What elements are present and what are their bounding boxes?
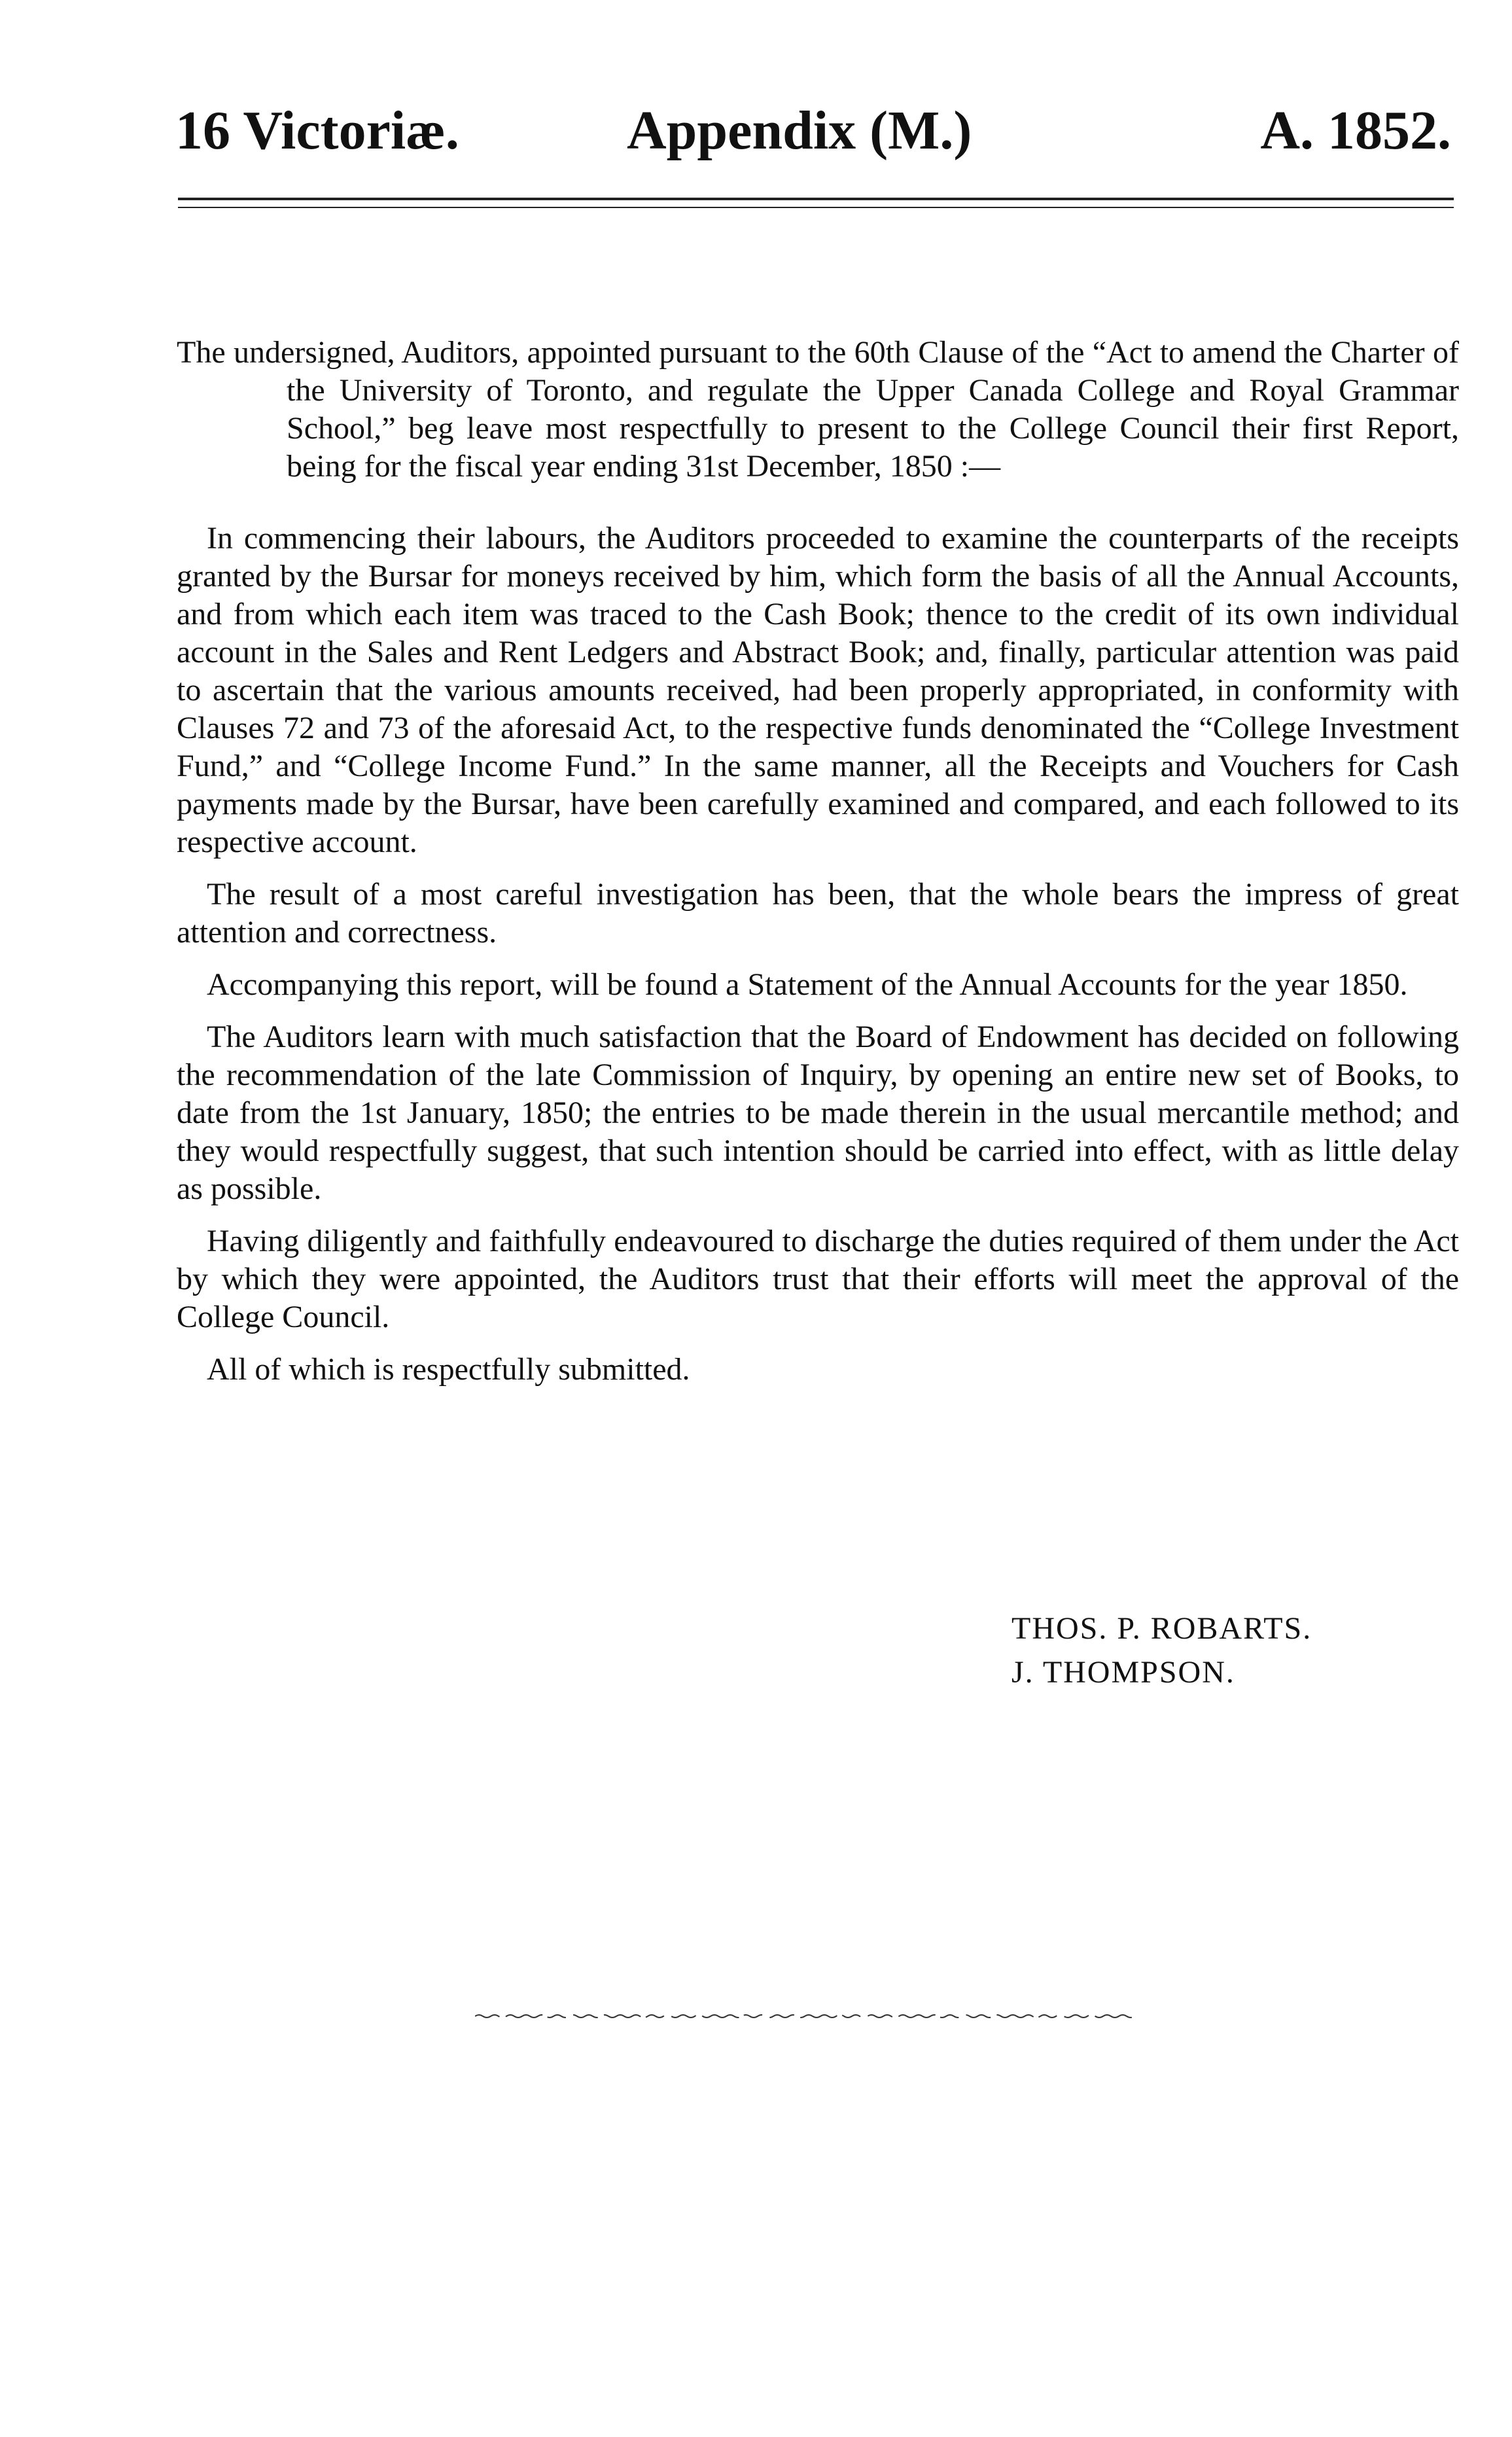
paragraph-diligence: Having diligently and faithfully endeavoured to discharge the duties required of them under the Act by which they were appointed, the Auditors trust that their efforts will meet the approval of the College Council. xyxy=(177,1224,1459,1334)
signature-robarts: THOS. P. ROBARTS. xyxy=(1011,1611,1312,1646)
signature-thompson: J. THOMPSON. xyxy=(1011,1655,1235,1690)
report-body xyxy=(177,334,1459,1403)
header-session: 16 Victoriæ. xyxy=(175,100,459,161)
page-header xyxy=(175,98,1458,170)
decorative-wavy-rule xyxy=(475,2013,1138,2019)
paragraph-recommendation: The Auditors learn with much satisfaction that the Board of Endowment has decided on following the recommendation of the late Commission of Inquiry, by opening an entire new set of Books, to date from the 1st January, 1850; the entries to be made therein in the usual mercantile method; and they would respectfully suggest, that such intention should be carried into effect, with as little delay as possible. xyxy=(177,1020,1459,1206)
header-year: A. 1852. xyxy=(1260,100,1451,161)
paragraph-submission: All of which is respectfully submitted. xyxy=(207,1352,690,1387)
paragraph-result: The result of a most careful investigation has been, that the whole bears the impress of great attention and correctness. xyxy=(177,877,1459,950)
header-appendix: Appendix (M.) xyxy=(627,100,972,161)
paragraph-examination: In commencing their labours, the Auditors proceeded to examine the counterparts of the receipts granted by the Bursar for moneys received by him, which form the basis of all the Annual Accounts, and from which each item was traced to the Cash Book; thence to the credit of its own individual account in the Sales and Rent Ledgers and Abstract Book; and, finally, particular attention was paid to ascertain that the various amounts received, had been properly appropriated, in conformity with Clauses 72 and 73 of the aforesaid Act, to the respective funds denominated the “College Investment Fund,” and “College Income Fund.” In the same manner, all the Receipts and Vouchers for Cash payments made by the Bursar, have been carefully examined and compared, and each followed to its respective account. xyxy=(177,521,1459,859)
header-rule-thin xyxy=(178,207,1454,208)
intro-paragraph: The undersigned, Auditors, appointed pursuant to the 60th Clause of the “Act to amend the Charter of the University of Toronto, and regulate the Upper Canada College and Royal Grammar School,” beg leave most respectfully to present to the College Council their first Report, being for the fiscal year ending 31st December, 1850 :— xyxy=(177,335,1459,484)
paragraph-statement: Accompanying this report, will be found a Statement of the Annual Accounts for the year 1850. xyxy=(207,967,1408,1002)
header-rule-thick xyxy=(178,198,1454,200)
